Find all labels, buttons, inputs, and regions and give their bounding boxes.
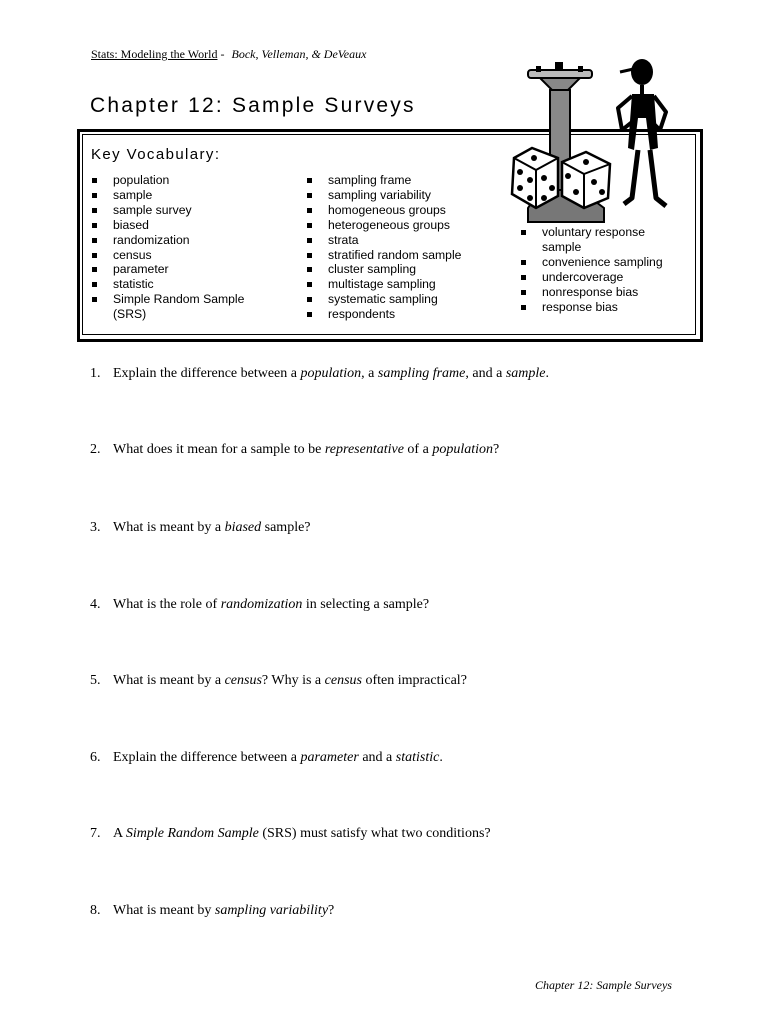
question-item <box>90 826 730 842</box>
vocabulary-term: sample survey <box>90 203 270 218</box>
page-footer: Chapter 12: Sample Surveys <box>535 978 672 992</box>
question-number: 8. <box>90 903 101 918</box>
vocabulary-term: population <box>90 173 270 188</box>
question-term: census <box>324 673 362 688</box>
question-text-part: , a <box>361 366 378 381</box>
question-text-part: often impractical? <box>361 673 467 688</box>
header-separator: - <box>217 47 228 61</box>
question-text <box>113 903 334 918</box>
question-term: population <box>432 442 493 457</box>
vocabulary-title: Key Vocabulary: <box>91 146 221 163</box>
vocabulary-term: heterogeneous groups <box>305 218 495 233</box>
question-term: population <box>300 366 362 381</box>
question-item <box>90 903 730 919</box>
question-text <box>113 442 499 457</box>
question-term: biased <box>224 520 262 535</box>
question-text-part: . <box>439 750 443 765</box>
question-text-part: in selecting a sample? <box>302 597 430 612</box>
question-item <box>90 673 730 689</box>
question-term: sample <box>505 366 546 381</box>
question-item <box>90 366 730 382</box>
vocabulary-term: randomization <box>90 233 270 248</box>
question-number: 5. <box>90 673 101 688</box>
question-text-part: What is the role of <box>113 597 221 612</box>
vocabulary-term: Simple Random Sample (SRS) <box>90 292 270 322</box>
question-number: 2. <box>90 442 101 457</box>
vocabulary-term: homogeneous groups <box>305 203 495 218</box>
question-text-part: sample? <box>261 520 311 535</box>
vocabulary-column-3 <box>519 225 679 314</box>
vocabulary-column-2 <box>305 173 495 322</box>
question-term: randomization <box>220 597 303 612</box>
question-text-part: What does it mean for a sample to be <box>113 442 325 457</box>
question-term: Simple Random Sample <box>125 826 259 841</box>
vocabulary-term: parameter <box>90 262 270 277</box>
question-text-part: What is meant by a <box>113 673 225 688</box>
question-text <box>113 750 443 765</box>
question-text <box>113 366 549 381</box>
question-text-part: Explain the difference between a <box>113 366 301 381</box>
question-text-part: ? <box>492 442 500 457</box>
scale-dice-person-clipart <box>500 58 680 228</box>
question-text-part: What is meant by <box>113 903 215 918</box>
vocabulary-term: convenience sampling <box>519 255 679 270</box>
vocabulary-term: cluster sampling <box>305 262 495 277</box>
question-text-part: A <box>113 826 126 841</box>
question-text-part: What is meant by a <box>113 520 225 535</box>
question-text-part: ? <box>328 903 335 918</box>
question-term: parameter <box>300 750 359 765</box>
vocabulary-term: stratified random sample <box>305 248 495 263</box>
question-term: sampling frame <box>377 366 466 381</box>
question-text-part: , and a <box>465 366 506 381</box>
vocabulary-term: strata <box>305 233 495 248</box>
question-item <box>90 597 730 613</box>
question-text-part: ? Why is a <box>261 673 325 688</box>
question-text <box>113 597 429 612</box>
question-item <box>90 750 730 766</box>
question-number: 6. <box>90 750 101 765</box>
question-text-part: . <box>545 366 549 381</box>
book-title: Stats: Modeling the World <box>91 47 218 61</box>
vocabulary-term: response bias <box>519 300 679 315</box>
question-item <box>90 442 730 458</box>
vocabulary-term: multistage sampling <box>305 277 495 292</box>
question-item <box>90 520 730 536</box>
vocabulary-term: biased <box>90 218 270 233</box>
question-text <box>113 826 491 841</box>
question-number: 7. <box>90 826 101 841</box>
book-authors: Bock, Velleman, & DeVeaux <box>231 47 367 61</box>
vocabulary-term: voluntary response sample <box>519 225 679 255</box>
question-number: 1. <box>90 366 101 381</box>
question-text <box>113 673 467 688</box>
vocabulary-term: statistic <box>90 277 270 292</box>
vocabulary-term: census <box>90 248 270 263</box>
vocabulary-term: respondents <box>305 307 495 322</box>
question-term: representative <box>324 442 404 457</box>
vocabulary-term: sample <box>90 188 270 203</box>
question-text-part: Explain the difference between a <box>113 750 301 765</box>
vocabulary-term: nonresponse bias <box>519 285 679 300</box>
question-text-part: and a <box>358 750 396 765</box>
vocabulary-column-1 <box>90 173 270 322</box>
question-term: statistic <box>395 750 440 765</box>
question-text <box>113 520 311 535</box>
person-icon <box>618 59 666 206</box>
question-term: sampling variability <box>214 903 329 918</box>
vocabulary-term: sampling frame <box>305 173 495 188</box>
question-text-part: of a <box>403 442 433 457</box>
chapter-title: Chapter 12: Sample Surveys <box>90 94 416 117</box>
vocabulary-term: undercoverage <box>519 270 679 285</box>
question-number: 4. <box>90 597 101 612</box>
question-text-part: (SRS) must satisfy what two conditions? <box>258 826 491 841</box>
vocabulary-term: systematic sampling <box>305 292 495 307</box>
page-header <box>91 47 366 62</box>
question-term: census <box>224 673 262 688</box>
vocabulary-term: sampling variability <box>305 188 495 203</box>
question-number: 3. <box>90 520 101 535</box>
